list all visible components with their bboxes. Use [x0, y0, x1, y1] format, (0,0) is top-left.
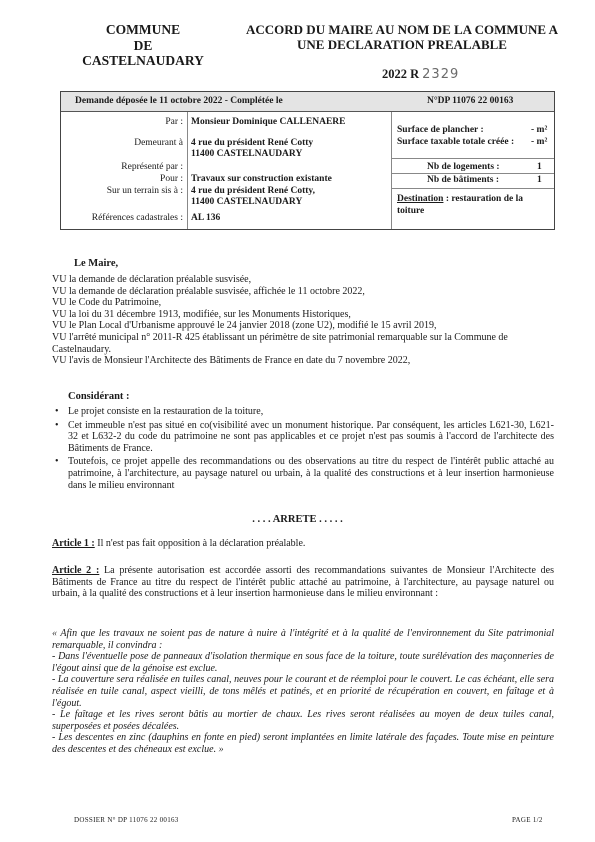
article-1: [52, 538, 554, 550]
nb-logements-label: Nb de logements :: [427, 162, 500, 172]
request-info-box: [60, 91, 555, 230]
considerant-item: • Cet immeuble n'est pas situé en co(visibilité avec un monument historique. Par conséquent, les articles L621-30, L621-32 et L632-2 du code du patrimoine ne sont pas applicables et ce projet n'est pas soumis à l'accord de l'architecte des Bâtiments de France.: [52, 420, 554, 455]
demeurant-value: [191, 138, 313, 160]
column-divider-left: [187, 112, 188, 229]
terrain-value: [191, 186, 315, 208]
commune-line-3: CASTELNAUDARY: [82, 53, 204, 68]
title-line-1: ACCORD DU MAIRE AU NOM DE LA COMMUNE A: [246, 22, 558, 37]
recommendation-item: - La couverture sera réalisée en tuiles canal, neuves pour le courant et de réemploi pour le couvert. Le cas échéant, elle sera réalisée en tuile canal, aspect vieilli, de tons mêlés et patinés, et en priorité de récupération en couvert, en faîtage et à l'égout.: [52, 674, 554, 709]
arrete-title: . . . . ARRETE . . . . .: [252, 514, 343, 525]
surface-taxable-value: - m²: [531, 137, 548, 147]
pour-value: Travaux sur construction existante: [191, 174, 332, 184]
arrete-number: [382, 67, 459, 82]
nb-logements-value: 1: [537, 162, 542, 172]
considerant-item: • Le projet consiste en la restauration de la toiture,: [52, 406, 554, 418]
destination-value: : restauration de la toiture: [397, 194, 523, 216]
references-value: AL 136: [191, 213, 221, 223]
recommendation-item: - Le faîtage et les rives seront bâtis au mortier de chaux. Les rives seront réalisées au moyen de deux tuiles canal, superposées et posées décalées.: [52, 709, 554, 732]
recommendation-item: - Dans l'éventuelle pose de panneaux d'isolation thermique en sous face de la toiture, toute surélévation des maçonneries de l'égout ainsi que de la génoise est exclue.: [52, 651, 554, 674]
destination-divider: [392, 188, 554, 189]
footer-page: PAGE 1/2: [512, 816, 543, 824]
commune-line-2: DE: [133, 37, 153, 53]
abf-recommendations: [52, 628, 554, 756]
logements-divider: [392, 158, 554, 159]
nb-batiments-label: Nb de bâtiments :: [427, 175, 500, 185]
vu-item: VU le Code du Patrimoine,: [52, 297, 162, 309]
surface-plancher-label: Surface de plancher :: [397, 125, 484, 135]
article-2-label: Article 2 :: [52, 565, 100, 576]
surface-taxable-label: Surface taxable totale créée :: [397, 137, 515, 147]
demande-date: Demande déposée le 11 octobre 2022 - Complétée le: [75, 96, 283, 106]
demeurant-label: Demeurant à: [134, 138, 183, 148]
title-line-2: UNE DECLARATION PREALABLE: [297, 37, 507, 52]
demeurant-line-2: 11400 CASTELNAUDARY: [191, 149, 303, 159]
vu-item: VU la demande de déclaration préalable susvisée,: [52, 274, 252, 285]
batiments-divider: [392, 173, 554, 174]
demeurant-line-1: 4 rue du président René Cotty: [191, 138, 314, 148]
commune-header: [78, 22, 208, 69]
article-1-text: Il n'est pas fait opposition à la déclaration préalable.: [94, 538, 306, 549]
document-title: [243, 22, 561, 52]
terrain-label: Sur un terrain sis à :: [106, 186, 183, 196]
footer-dossier: DOSSIER N° DP 11076 22 00163: [74, 816, 179, 824]
request-header-bar: [61, 92, 554, 112]
par-value: Monsieur Dominique CALLENAERE: [191, 117, 346, 127]
nb-batiments-value: 1: [537, 175, 542, 185]
par-label: Par :: [165, 117, 183, 127]
article-2-text: La présente autorisation est accordée assorti des recommandations suivantes de Monsieur l'Architecte des Bâtiments de France au titre du respect de l'intérêt public attaché au patrimoine, à l'architecture, au paysage naturel ou urbain, à la qualité des constructions et à leur insertion harmonieuse dans le milieu environnant :: [52, 565, 554, 600]
vu-item: VU la demande de déclaration préalable susvisée, affichée le 11 octobre 2022,: [52, 285, 365, 297]
vu-list: [52, 274, 554, 367]
arrete-number-prefix: 2022 R: [382, 67, 420, 81]
vu-item: VU le Plan Local d'Urbanisme approuvé le 24 janvier 2018 (zone U2), modifié le 15 avril 2019,: [52, 320, 437, 332]
surface-plancher-value: - m²: [531, 125, 548, 135]
article-2: [52, 565, 554, 600]
destination-label: Destination: [397, 194, 444, 204]
commune-line-1: COMMUNE: [105, 22, 181, 37]
dp-number: N°DP 11076 22 00163: [427, 96, 514, 106]
references-label: Références cadastrales :: [91, 213, 183, 223]
recommendation-item: « Afin que les travaux ne soient pas de nature à nuire à l'intégrité et à la qualité de l'environnement du Site patrimonial remarquable, il convindra :: [52, 628, 554, 651]
pour-label: Pour :: [160, 174, 183, 184]
destination: [397, 193, 549, 217]
column-divider-right: [391, 112, 392, 229]
terrain-line-1: 4 rue du président René Cotty,: [191, 186, 316, 196]
considerant-item: • Toutefois, ce projet appelle des recommandations ou des observations au titre du respect de l'intérêt public attaché au patrimoine, à l'architecture, au paysage naturel ou urbain, à la qualité des constructions et à leur insertion harmonieuse dans le milieu environnant: [52, 456, 554, 491]
terrain-line-2: 11400 CASTELNAUDARY: [191, 197, 303, 207]
article-1-label: Article 1 :: [52, 538, 95, 549]
vu-item: VU l'avis de Monsieur l'Architecte des Bâtiments de France en date du 7 novembre 2022,: [52, 355, 411, 367]
vu-item: VU la loi du 31 décembre 1913, modifiée, sur les Monuments Historiques,: [52, 308, 351, 320]
considerant-list: [52, 406, 554, 493]
represente-label: Représenté par :: [121, 162, 183, 172]
vu-item: VU l'arrêté municipal n° 2011-R 425 établissant un périmètre de site patrimonial remarquable sur la Commune de Castelnaudary.: [52, 331, 508, 355]
considerant-title: Considérant :: [68, 391, 130, 402]
recommendation-item: - Les descentes en zinc (dauphins en fonte en pied) seront implantées en limite latérale des façades. Toute mise en peinture des descentes et des chéneaux est exclue. »: [52, 732, 554, 755]
maire-title: Le Maire,: [74, 258, 119, 269]
arrete-number-handwritten: 2329: [422, 67, 460, 82]
